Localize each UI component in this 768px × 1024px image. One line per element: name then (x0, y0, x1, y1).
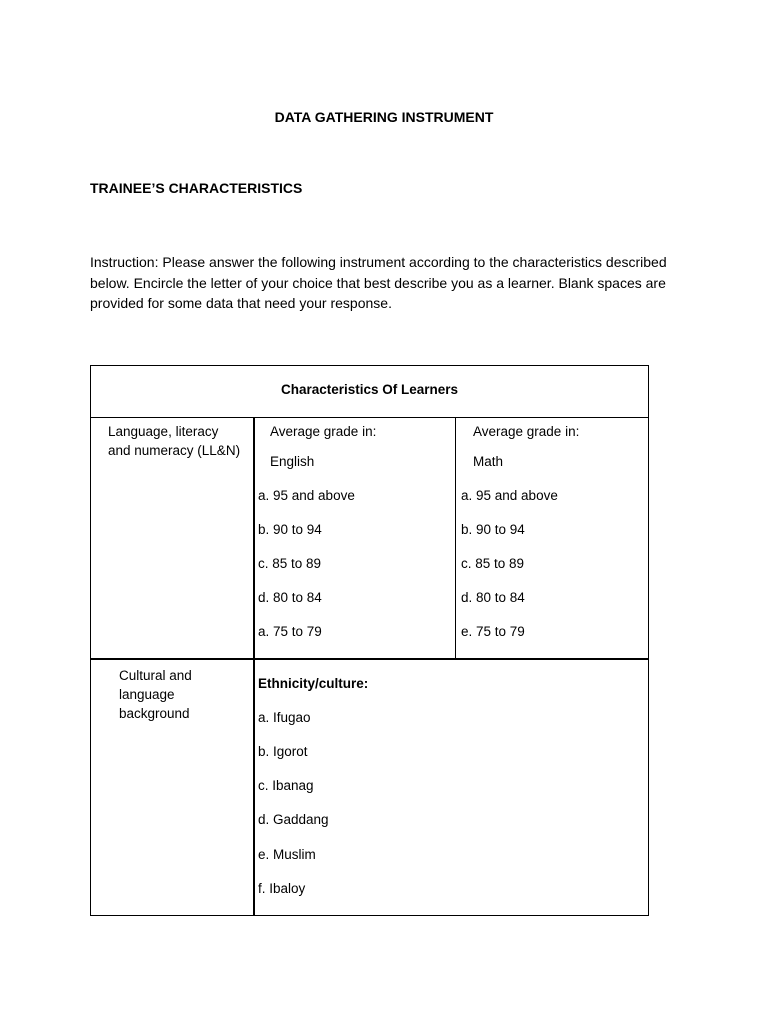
english-option[interactable]: a. 75 to 79 (258, 624, 322, 639)
document-title: DATA GATHERING INSTRUMENT (274, 109, 494, 125)
row-label-lln (108, 422, 240, 460)
row-label-culture (119, 666, 192, 723)
math-option[interactable]: e. 75 to 79 (461, 624, 525, 639)
math-subject: Math (473, 454, 504, 469)
row-label-line: Cultural and (119, 668, 192, 683)
table-caption: Characteristics Of Learners (280, 382, 459, 397)
ethnicity-option[interactable]: a. Ifugao (258, 710, 311, 725)
english-option[interactable]: a. 95 and above (258, 488, 355, 503)
english-option[interactable]: b. 90 to 94 (258, 522, 322, 537)
english-heading: Average grade in: (270, 424, 377, 439)
math-heading: Average grade in: (473, 424, 580, 439)
instruction-text: Instruction: Please answer the following instrument according to the characteristics described below. Encircle the letter of your choice that best describe you as a learner. Blank spaces are provided for some data that need your response. (90, 254, 667, 311)
english-subject: English (270, 454, 315, 469)
row-label-line: and numeracy (LL&N) (108, 443, 241, 458)
math-option[interactable]: a. 95 and above (461, 488, 558, 503)
ethnicity-option[interactable]: d. Gaddang (258, 812, 329, 827)
ethnicity-option[interactable]: c. Ibanag (258, 778, 314, 793)
column-divider (253, 418, 255, 915)
ethnicity-heading: Ethnicity/culture: (258, 676, 369, 691)
row-divider (91, 417, 648, 418)
english-option[interactable]: c. 85 to 89 (258, 556, 322, 571)
ethnicity-option[interactable]: b. Igorot (258, 744, 308, 759)
math-option[interactable]: d. 80 to 84 (461, 590, 525, 605)
ethnicity-option[interactable]: e. Muslim (258, 847, 316, 862)
row-label-line: language (119, 687, 175, 702)
characteristics-table (90, 365, 649, 916)
row-divider (91, 658, 648, 660)
math-option[interactable]: b. 90 to 94 (461, 522, 525, 537)
ethnicity-option[interactable]: f. Ibaloy (258, 881, 306, 896)
row-label-line: Language, literacy (108, 424, 219, 439)
math-option[interactable]: c. 85 to 89 (461, 556, 525, 571)
english-option[interactable]: d. 80 to 84 (258, 590, 322, 605)
section-title: TRAINEE’S CHARACTERISTICS (90, 180, 303, 196)
column-divider (455, 418, 456, 659)
row-label-line: background (119, 706, 190, 721)
